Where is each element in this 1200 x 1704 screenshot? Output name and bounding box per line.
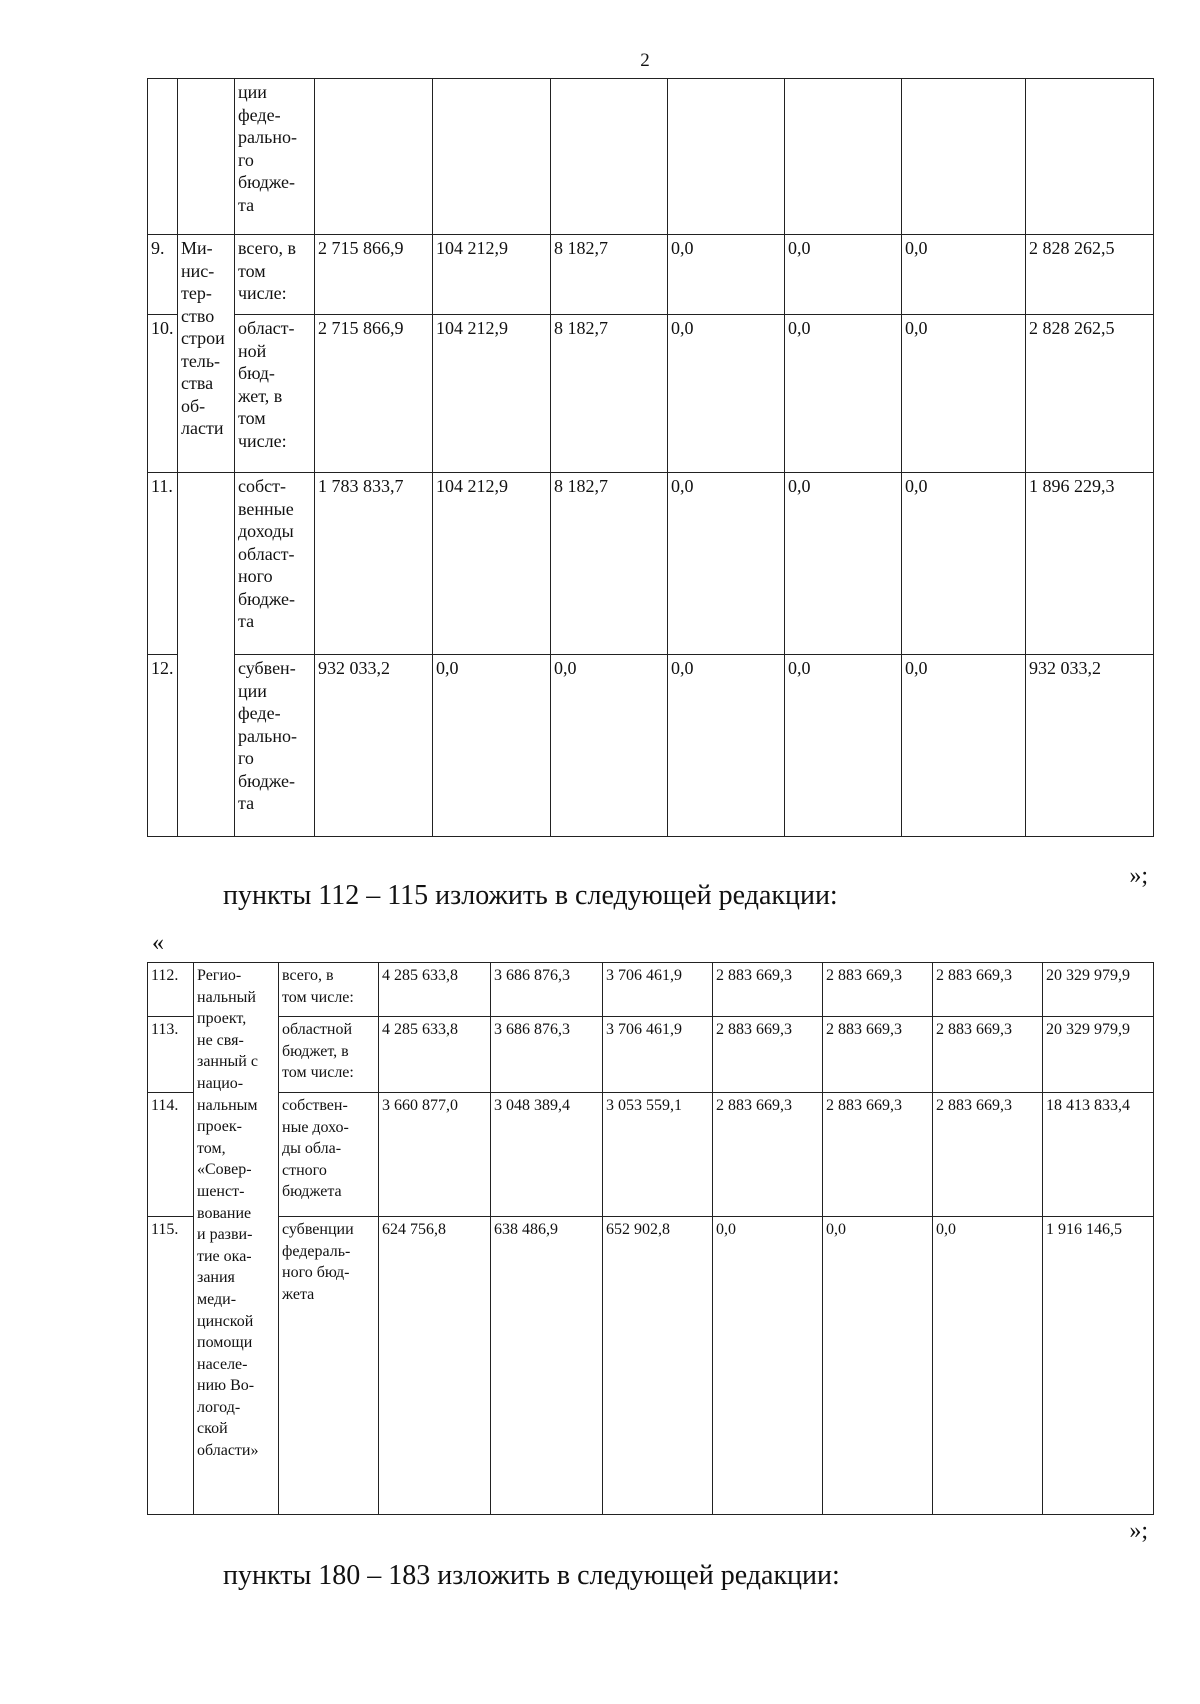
table-cell (148, 79, 178, 235)
value-cell: 4 285 633,8 (379, 1017, 491, 1093)
value-cell: 1 783 833,7 (315, 473, 433, 655)
budget-type-cell: субвенции федераль- ного бюд- жета (279, 1217, 379, 1515)
total-cell: 18 413 833,4 (1043, 1093, 1154, 1217)
table-row (148, 1093, 1154, 1217)
row-number: 113. (148, 1017, 194, 1093)
organization-name: Регио- нальный проект, не свя- занный с нацио- нальным проек- том, «Совер- шенст- вование и разви- тие ока- зания меди- цинской помощи населе- нию Во- логод- ской области» (194, 963, 279, 1515)
total-cell: 1 916 146,5 (1043, 1217, 1154, 1515)
total-cell: 2 828 262,5 (1026, 315, 1154, 473)
table-cell (785, 79, 902, 235)
table-cell (551, 79, 668, 235)
total-cell: 2 828 262,5 (1026, 235, 1154, 315)
page-number: 2 (640, 50, 650, 71)
value-cell: 0,0 (785, 235, 902, 315)
total-cell: 932 033,2 (1026, 655, 1154, 837)
table-row (148, 235, 1154, 315)
value-cell: 2 883 669,3 (933, 963, 1043, 1017)
row-number: 12. (148, 655, 178, 837)
value-cell: 2 883 669,3 (823, 963, 933, 1017)
table-cell (902, 79, 1026, 235)
budget-table-construction (147, 78, 1154, 837)
instruction-paragraph: пункты 112 – 115 изложить в следующей редакции: (223, 880, 838, 911)
table-row (148, 79, 1154, 235)
value-cell: 104 212,9 (433, 315, 551, 473)
value-cell: 0,0 (785, 315, 902, 473)
budget-type-cell: собст- венные доходы област- ного бюдже- та (235, 473, 315, 655)
value-cell: 2 883 669,3 (823, 1017, 933, 1093)
organization-name: Ми- нис- тер- ство строи тель- ства об- ласти (178, 235, 235, 473)
value-cell: 0,0 (902, 655, 1026, 837)
value-cell: 3 048 389,4 (491, 1093, 603, 1217)
value-cell: 3 706 461,9 (603, 963, 713, 1017)
value-cell: 3 706 461,9 (603, 1017, 713, 1093)
table-cell (178, 473, 235, 837)
row-number: 114. (148, 1093, 194, 1217)
row-number: 10. (148, 315, 178, 473)
table-row (148, 655, 1154, 837)
table-row (148, 1217, 1154, 1515)
value-cell: 3 686 876,3 (491, 1017, 603, 1093)
opening-quote: « (152, 930, 164, 956)
table-cell (315, 79, 433, 235)
value-cell: 0,0 (668, 235, 785, 315)
value-cell: 2 883 669,3 (713, 963, 823, 1017)
table-row (148, 473, 1154, 655)
table-cell (433, 79, 551, 235)
value-cell: 3 660 877,0 (379, 1093, 491, 1217)
row-number: 115. (148, 1217, 194, 1515)
value-cell: 0,0 (668, 655, 785, 837)
value-cell: 0,0 (433, 655, 551, 837)
row-number: 112. (148, 963, 194, 1017)
value-cell: 2 715 866,9 (315, 235, 433, 315)
value-cell: 104 212,9 (433, 235, 551, 315)
budget-type-cell: областной бюджет, в том числе: (279, 1017, 379, 1093)
value-cell: 3 053 559,1 (603, 1093, 713, 1217)
budget-type-cell: субвен- ции феде- рально- го бюдже- та (235, 655, 315, 837)
value-cell: 2 715 866,9 (315, 315, 433, 473)
total-cell: 20 329 979,9 (1043, 963, 1154, 1017)
value-cell: 0,0 (902, 315, 1026, 473)
value-cell: 104 212,9 (433, 473, 551, 655)
value-cell: 2 883 669,3 (933, 1017, 1043, 1093)
value-cell: 0,0 (668, 473, 785, 655)
value-cell: 0,0 (785, 473, 902, 655)
budget-type-cell: собствен- ные дохо- ды обла- стного бюджета (279, 1093, 379, 1217)
table-cell (178, 79, 235, 235)
value-cell: 0,0 (785, 655, 902, 837)
budget-type-cell: всего, в том числе: (279, 963, 379, 1017)
value-cell: 652 902,8 (603, 1217, 713, 1515)
budget-type-cell: ции феде- рально- го бюдже- та (235, 79, 315, 235)
value-cell: 624 756,8 (379, 1217, 491, 1515)
value-cell: 2 883 669,3 (713, 1017, 823, 1093)
row-number: 9. (148, 235, 178, 315)
value-cell: 8 182,7 (551, 315, 668, 473)
value-cell: 8 182,7 (551, 235, 668, 315)
value-cell: 0,0 (823, 1217, 933, 1515)
table-cell (668, 79, 785, 235)
value-cell: 0,0 (933, 1217, 1043, 1515)
value-cell: 0,0 (713, 1217, 823, 1515)
table-row (148, 963, 1154, 1017)
total-cell: 1 896 229,3 (1026, 473, 1154, 655)
value-cell: 2 883 669,3 (713, 1093, 823, 1217)
row-number: 11. (148, 473, 178, 655)
closing-quote: »; (1129, 863, 1148, 889)
table-row (148, 1017, 1154, 1093)
total-cell: 20 329 979,9 (1043, 1017, 1154, 1093)
value-cell: 0,0 (902, 235, 1026, 315)
closing-quote: »; (1129, 1518, 1148, 1544)
value-cell: 0,0 (902, 473, 1026, 655)
instruction-paragraph: пункты 180 – 183 изложить в следующей редакции: (223, 1560, 840, 1591)
value-cell: 638 486,9 (491, 1217, 603, 1515)
value-cell: 0,0 (668, 315, 785, 473)
value-cell: 4 285 633,8 (379, 963, 491, 1017)
value-cell: 2 883 669,3 (823, 1093, 933, 1217)
value-cell: 2 883 669,3 (933, 1093, 1043, 1217)
table-row (148, 315, 1154, 473)
value-cell: 8 182,7 (551, 473, 668, 655)
budget-type-cell: всего, в том числе: (235, 235, 315, 315)
value-cell: 932 033,2 (315, 655, 433, 837)
budget-type-cell: област- ной бюд- жет, в том числе: (235, 315, 315, 473)
value-cell: 3 686 876,3 (491, 963, 603, 1017)
table-cell (1026, 79, 1154, 235)
budget-table-regional-project (147, 962, 1154, 1515)
value-cell: 0,0 (551, 655, 668, 837)
